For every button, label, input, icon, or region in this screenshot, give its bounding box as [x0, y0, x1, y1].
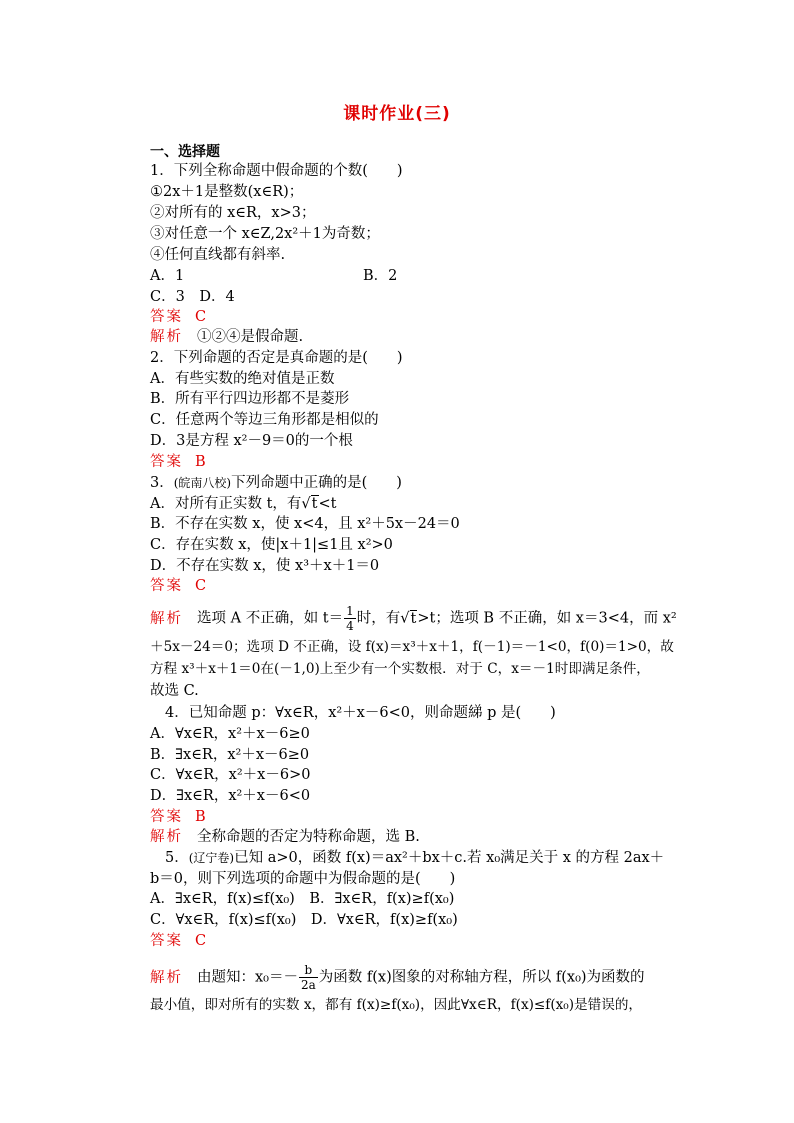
q1-item-2: ②对所有的 x∈R，x>3；: [150, 205, 316, 221]
q3-analysis-line-2: ＋5x－24＝0；选项 D 不正确，设 f(x)＝x³＋x＋1，f(－1)＝－1<0，f(0)＝1>0，故: [150, 639, 674, 655]
fraction-one-quarter: [344, 604, 356, 633]
q5-analysis-text-a: 由题知：x₀＝－: [197, 969, 298, 986]
sqrt-symbol: √: [301, 496, 311, 512]
q4-option-a: A．∀x∈R，x²＋x－6≥0: [150, 726, 310, 742]
q3-answer: C: [195, 578, 207, 594]
q3-option-b: B．不存在实数 x，使 x<4，且 x²＋5x－24＝0: [150, 516, 460, 532]
q4-option-d: D．∃x∈R，x²＋x－6<0: [150, 788, 311, 804]
q3-stem-text: 下列命题中正确的是( ): [231, 475, 402, 491]
q5-stem-line-1: [165, 849, 664, 867]
q1-analysis-row: [150, 328, 303, 346]
analysis-label: 解析: [150, 969, 183, 986]
q1-option-a: A．1: [150, 268, 185, 284]
q2-option-b: B．所有平行四边形都不是菱形: [150, 391, 350, 407]
q5-analysis-text-b: 为函数 f(x)图象的对称轴方程，所以 f(x₀)为函数的: [318, 969, 645, 986]
q5-options-cd: C．∀x∈R，f(x)≤f(x₀) D．∀x∈R，f(x)≥f(x₀): [150, 912, 458, 928]
q4-answer-row: [150, 808, 206, 826]
fraction-b-over-2a: [299, 963, 318, 992]
q3-option-a-text: A．对所有正实数 t，有: [150, 496, 302, 512]
fraction-denominator: 2a: [301, 978, 316, 992]
fraction-denominator: 4: [346, 619, 354, 633]
q5-source: (辽宁卷): [188, 851, 235, 865]
q5-answer-row: [150, 932, 206, 950]
q5-answer: C: [195, 933, 207, 949]
q1-option-cd: C．3 D．4: [150, 289, 235, 305]
q1-analysis: ①②④是假命题.: [197, 329, 304, 345]
q3-analysis-radicand: t: [410, 610, 417, 627]
q3-number: 3．: [150, 475, 174, 491]
q1-answer-row: [150, 308, 206, 326]
q3-analysis-text-a: 选项 A 不正确，如 t＝: [197, 610, 344, 627]
q4-option-c: C．∀x∈R，x²＋x－6>0: [150, 767, 311, 783]
q2-stem: 2．下列命题的否定是真命题的是( ): [150, 350, 403, 366]
sqrt-symbol: √: [400, 610, 410, 627]
q3-source: (皖南八校): [173, 476, 232, 490]
q3-option-a-suffix: <t: [318, 496, 337, 512]
q3-analysis-line-4: 故选 C.: [150, 683, 199, 699]
q5-stem-line-2: b＝0，则下列选项的命题中为假命题的是( ): [150, 871, 456, 887]
q3-analysis-line-1: [150, 604, 677, 633]
q5-analysis-line-1: [150, 963, 645, 992]
page-title: 课时作业(三): [343, 104, 451, 124]
analysis-label: 解析: [150, 329, 183, 345]
q3-option-d: D．不存在实数 x，使 x³＋x＋1＝0: [150, 558, 380, 574]
answer-label: 答案: [150, 578, 183, 594]
answer-label: 答案: [150, 454, 183, 470]
q5-analysis-line-2: 最小值，即对所有的实数 x，都有 f(x)≥f(x₀)，因此∀x∈R，f(x)≤f(x₀)是错误的，: [150, 997, 643, 1013]
q2-answer: B: [195, 454, 206, 470]
fraction-numerator: 1: [346, 604, 354, 618]
q3-analysis-line-3: 方程 x³＋x＋1＝0在(－1,0)上至少有一个实数根．对于 C，x＝－1时即满足条件，: [150, 661, 650, 677]
q1-option-b: B．2: [363, 268, 398, 284]
q2-option-a: A．有些实数的绝对值是正数: [150, 371, 335, 387]
q4-analysis-row: [150, 828, 420, 846]
q3-answer-row: [150, 577, 206, 595]
q1-item-3: ③对任意一个 x∈Z,2x²＋1为奇数；: [150, 226, 380, 242]
answer-label: 答案: [150, 933, 183, 949]
q5-stem-text: 已知 a>0，函数 f(x)＝ax²＋bx＋c.若 x₀满足关于 x 的方程 2ax＋: [234, 850, 665, 866]
q2-option-c: C．任意两个等边三角形都是相似的: [150, 412, 379, 428]
q2-answer-row: [150, 453, 206, 471]
q4-answer: B: [195, 809, 206, 825]
q3-option-c: C．存在实数 x，使|x＋1|≤1且 x²>0: [150, 537, 393, 553]
q3-analysis-text-b: 时，有: [356, 610, 401, 627]
section-heading: 一、选择题: [150, 144, 220, 160]
q1-item-1: ①2x＋1是整数(x∈R)；: [150, 184, 304, 200]
answer-label: 答案: [150, 309, 183, 325]
q4-stem: 4．已知命题 p：∀x∈R，x²＋x－6<0，则命题綈 p 是( ): [165, 705, 556, 721]
fraction-numerator: b: [299, 963, 318, 978]
q3-option-a: [150, 495, 336, 513]
q5-number: 5．: [165, 850, 189, 866]
q3-analysis-text-c: >t；选项 B 不正确，如 x＝3<4，而 x²: [417, 610, 677, 627]
analysis-label: 解析: [150, 829, 183, 845]
q5-options-ab: A．∃x∈R，f(x)≤f(x₀) B．∃x∈R，f(x)≥f(x₀): [150, 891, 455, 907]
q3-stem: [150, 474, 402, 492]
q4-analysis: 全称命题的否定为特称命题，选 B.: [197, 829, 420, 845]
q4-option-b: B．∃x∈R，x²＋x－6≥0: [150, 747, 310, 763]
q1-answer: C: [195, 309, 207, 325]
q3-option-a-radicand: t: [311, 496, 318, 512]
q1-item-4: ④任何直线都有斜率.: [150, 247, 286, 263]
answer-label: 答案: [150, 809, 183, 825]
analysis-label: 解析: [150, 610, 183, 627]
q2-option-d: D．3是方程 x²－9＝0的一个根: [150, 433, 353, 449]
q1-stem: 1．下列全称命题中假命题的个数( ): [150, 163, 403, 179]
